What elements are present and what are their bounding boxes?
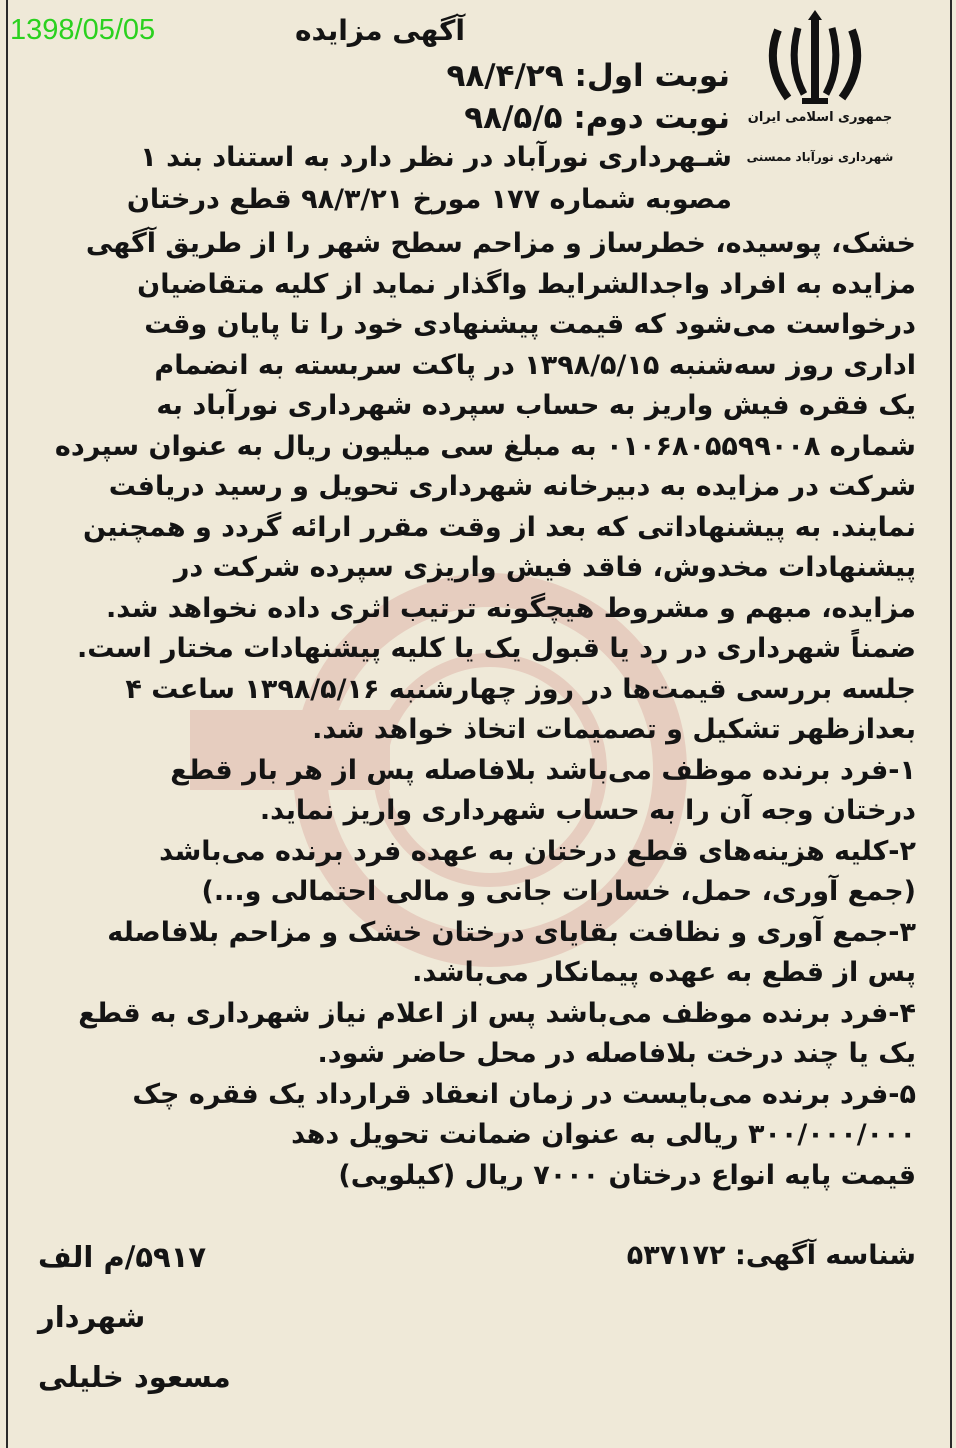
body-line: ۴-فرد برنده موظف می‌باشد پس از اعلام نیاز شهرداری به قطع — [78, 997, 916, 1029]
date-stamp: 1398/05/05 — [10, 14, 156, 46]
body-line: مزایده، مبهم و مشروط هیچگونه ترتیب اثری داده نخواهد شد. — [106, 592, 916, 624]
body-line: نمایند. به پیشنهاداتی که بعد از وقت مقرر ارائه گردد و همچنین — [82, 511, 916, 543]
body-line: قیمت پایه انواع درختان ۷۰۰۰ ریال (کیلویی) — [338, 1159, 916, 1191]
body-line: ۳-جمع آوری و نظافت بقایای درختان خشک و مزاحم بلافاصله — [107, 916, 916, 948]
body-line: شرکت در مزایده به دبیرخانه شهرداری تحویل و رسید دریافت — [108, 471, 916, 502]
intro-line-1: شـهرداری نورآباد در نظر دارد به استناد بند ۱ — [140, 142, 732, 173]
left-border-rule — [6, 0, 8, 1448]
signer-title: شهردار — [38, 1300, 146, 1334]
body-line: ۱-فرد برنده موظف می‌باشد بلافاصله پس از هر بار قطع — [170, 754, 916, 786]
signer-name: مسعود خلیلی — [38, 1360, 231, 1394]
body-line: شماره ۰۱۰۶۸۰۵۵۹۹۰۰۸ به مبلغ سی میلیون ریال به عنوان سپرده — [54, 430, 916, 462]
body-line: بعدازظهر تشکیل و تصمیمات اتخاذ خواهد شد. — [312, 714, 916, 745]
body-line: پیشنهادات مخدوش، فاقد فیش واریزی سپرده شرکت در — [173, 552, 916, 583]
emblem-municipality-label: شهرداری نورآباد ممسنی — [746, 150, 894, 164]
page-title: آگهی مزایده — [294, 14, 465, 47]
body-line: جلسه بررسی قیمت‌ها در روز چهارشنبه ۱۳۹۸/۵/۱۶ ساعت ۴ — [125, 673, 916, 705]
round-first: نوبت اول: ۹۸/۴/۲۹ — [446, 58, 730, 94]
body-line: درختان وجه آن را به حساب شهرداری واریز نماید. — [259, 795, 916, 826]
body-line: ۳۰۰/۰۰۰/۰۰۰ ریالی به عنوان ضمانت تحویل دهد — [291, 1119, 916, 1150]
reference-code: ۵۹۱۷/م الف — [38, 1240, 207, 1274]
emblem-country-label: جمهوری اسلامی ایران — [747, 110, 893, 125]
intro-line-2: مصوبه شماره ۱۷۷ مورخ ۹۸/۳/۲۱ قطع درختان — [126, 184, 732, 215]
body-line: درخواست می‌شود که قیمت پیشنهادی خود را تا پایان وقت — [144, 309, 916, 340]
body-line: خشک، پوسیده، خطرساز و مزاحم سطح شهر را از طریق آگهی — [85, 228, 916, 259]
body-line: ۵-فرد برنده می‌بایست در زمان انعقاد قرارداد یک فقره چک — [132, 1078, 916, 1110]
body-line: مزایده به افراد واجدالشرایط واگذار نماید از کلیه متقاضیان — [137, 268, 916, 300]
body-line: (جمع آوری، حمل، خسارات جانی و مالی احتمالی و...) — [201, 876, 916, 907]
body-line: پس از قطع به عهده پیمانکار می‌باشد. — [412, 957, 916, 988]
ad-id: شناسه آگهی: ۵۳۷۱۷۲ — [626, 1240, 916, 1271]
body-line: یک یا چند درخت بلافاصله در محل حاضر شود. — [317, 1038, 916, 1069]
body-line: ۲-کلیه هزینه‌های قطع درختان به عهده فرد برنده می‌باشد — [159, 835, 916, 867]
right-border-rule — [950, 0, 952, 1448]
body-line: ضمناً شهرداری در رد یا قبول یک یا کلیه پیشنهادات مختار است. — [76, 633, 916, 664]
body-line: یک فقره فیش واریز به حساب سپرده شهرداری نورآباد به — [156, 390, 916, 421]
body-line: اداری روز سه‌شنبه ۱۳۹۸/۵/۱۵ در پاکت سربسته به انضمام — [154, 349, 916, 381]
round-second: نوبت دوم: ۹۸/۵/۵ — [464, 100, 730, 136]
iran-emblem-icon — [760, 10, 870, 110]
